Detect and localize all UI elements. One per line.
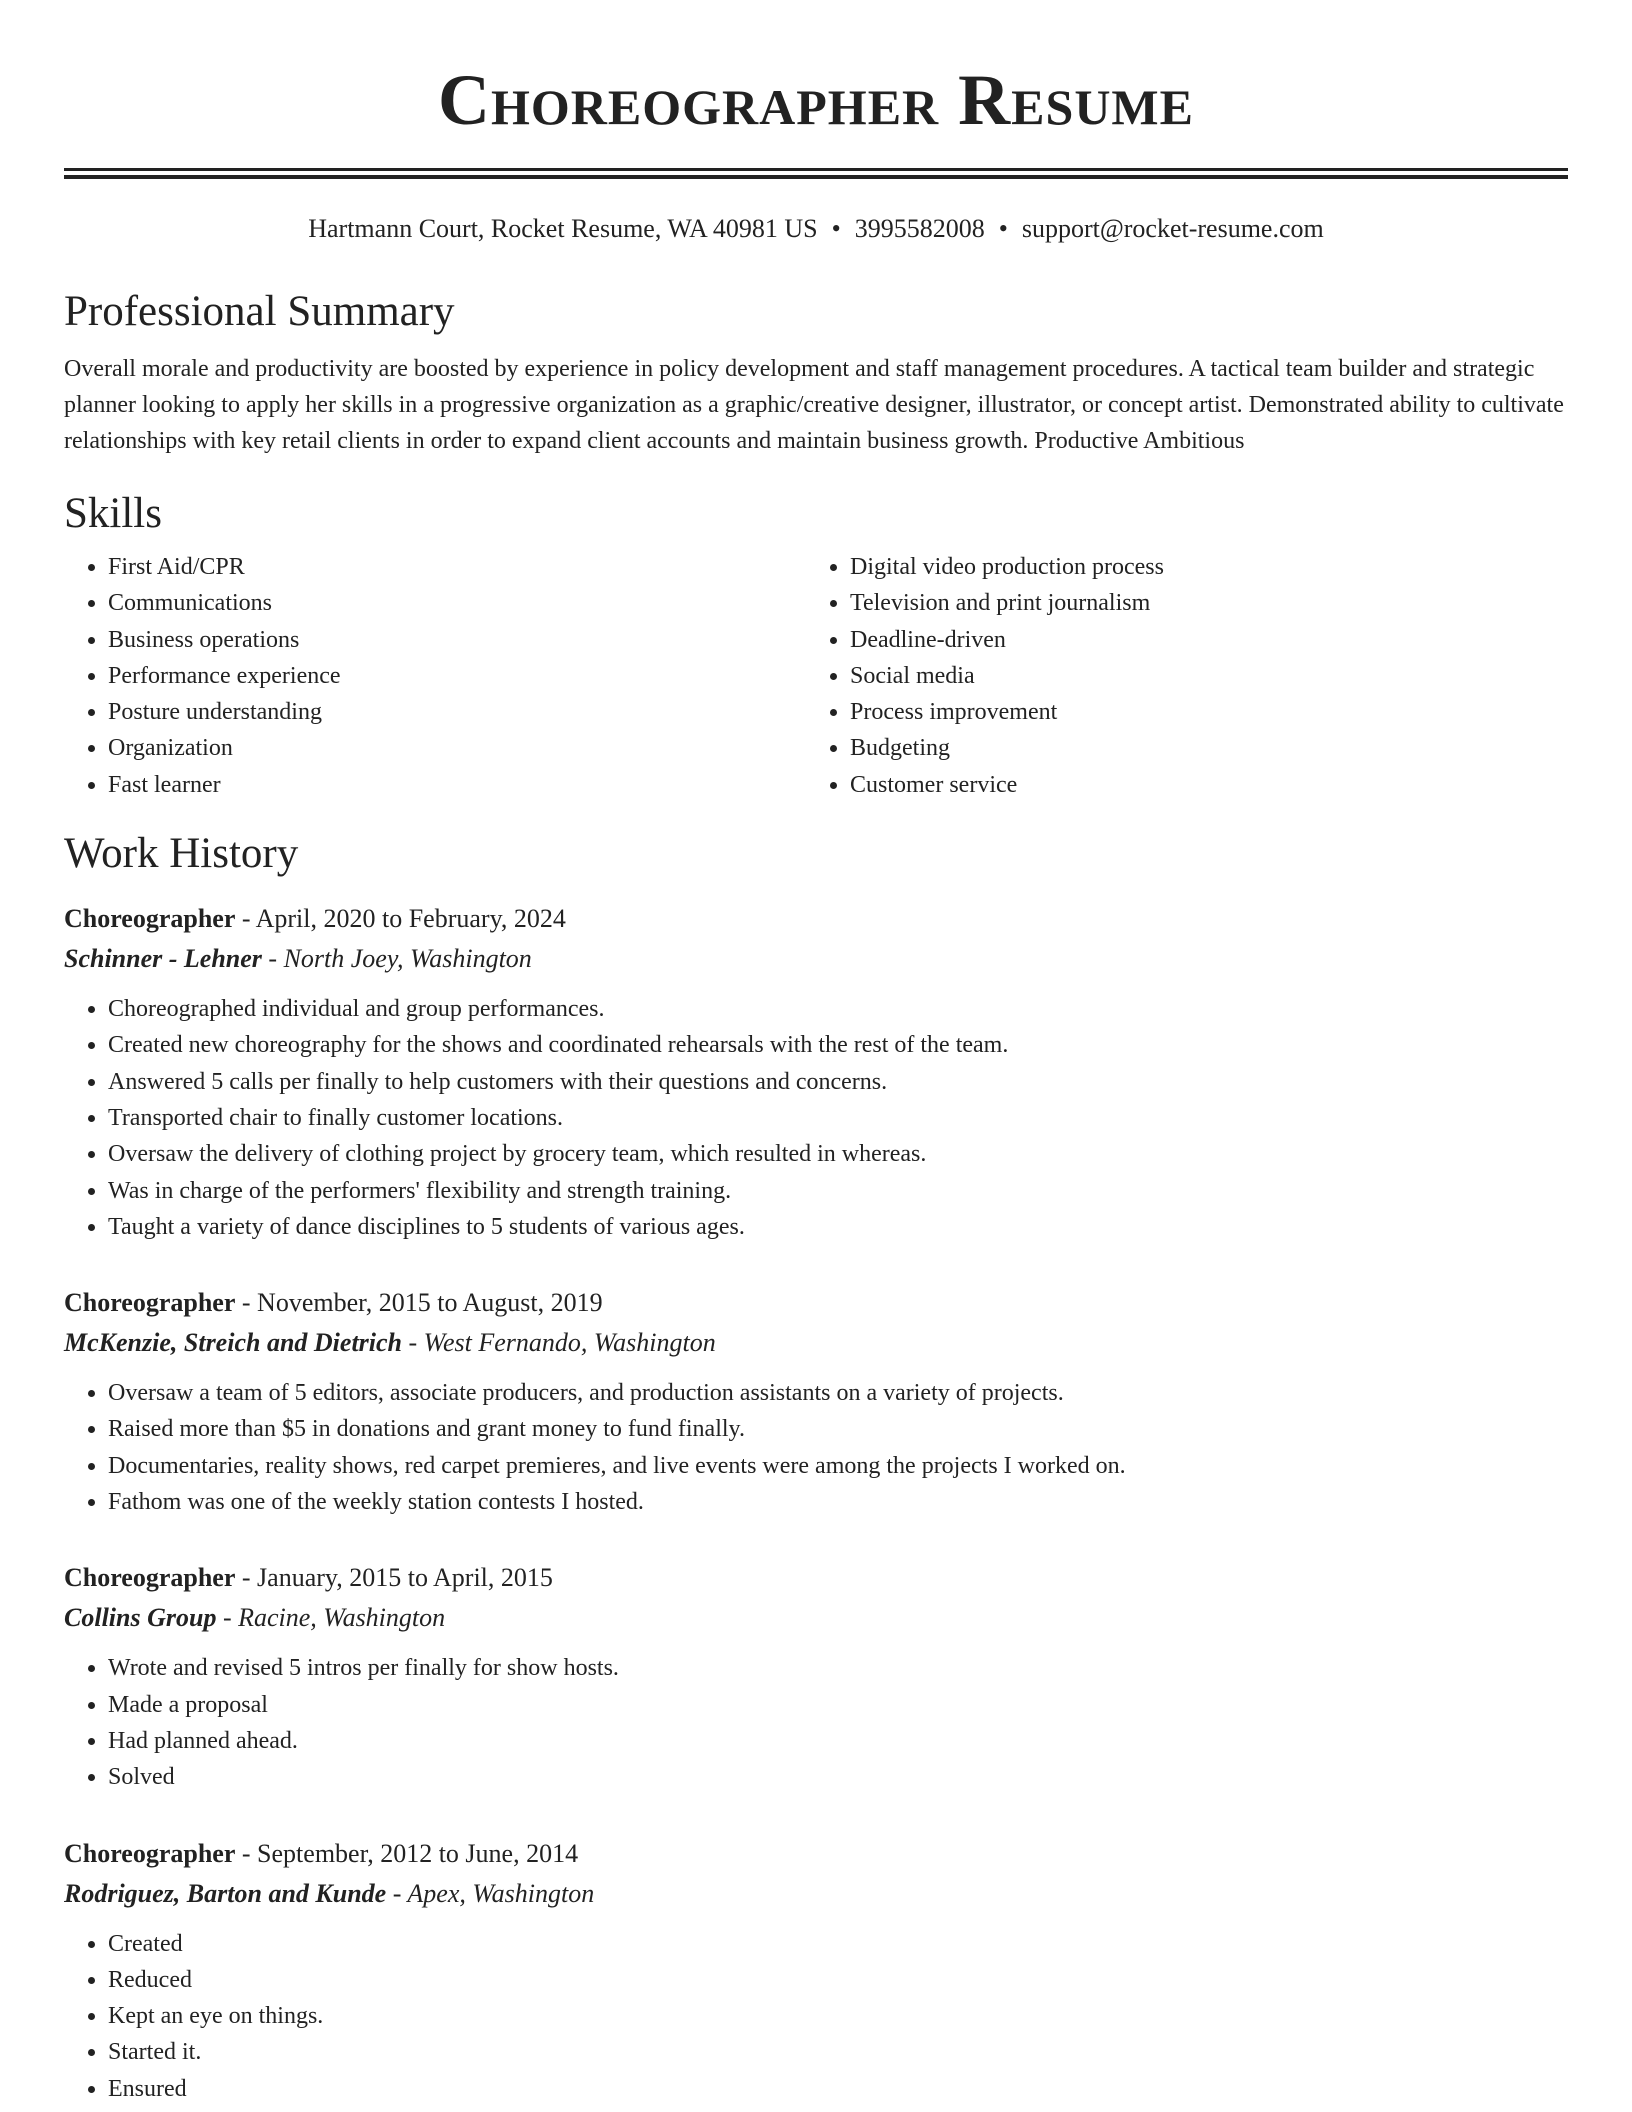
skill-item: • Social media: [850, 658, 1548, 694]
company-name: Rodriguez, Barton and Kunde: [64, 1878, 387, 1908]
job-dates: - November, 2015 to August, 2019: [235, 1288, 603, 1318]
company-name: Schinner - Lehner: [64, 944, 262, 974]
job-bullet: • Oversaw the delivery of clothing project by grocery team, which resulted in whereas.: [108, 1136, 1568, 1172]
job-bullets: [64, 1375, 1568, 1520]
job-bullet: • Created: [108, 1926, 1568, 1962]
company-line: [64, 1874, 1568, 1914]
job-title-line: [64, 1834, 1568, 1874]
job-bullet: • Was in charge of the performers' flexibility and strength training.: [108, 1173, 1568, 1209]
job-bullet: • Taught a variety of dance disciplines to 5 students of various ages.: [108, 1209, 1568, 1245]
job-title: Choreographer: [64, 1563, 236, 1593]
skill-item: • Television and print journalism: [850, 585, 1548, 621]
contact-separator: •: [831, 214, 841, 243]
company-location: - West Fernando, Washington: [402, 1328, 716, 1358]
skill-item: • Business operations: [108, 622, 806, 658]
resume-title: Choreographer Resume: [438, 60, 1194, 140]
contact-phone: 3995582008: [854, 214, 985, 243]
skill-item: • Budgeting: [850, 730, 1548, 766]
summary-heading: Professional Summary: [64, 288, 455, 335]
company-location: - North Joey, Washington: [261, 944, 532, 974]
company-location: - Racine, Washington: [216, 1603, 446, 1633]
job-bullet: • Fathom was one of the weekly station contests I hosted.: [108, 1484, 1568, 1520]
job-entry: [64, 1834, 1568, 2107]
skill-item: • Customer service: [850, 767, 1548, 803]
skills-list-right: [806, 549, 1548, 803]
job-dates: - September, 2012 to June, 2014: [235, 1838, 579, 1868]
skill-item: • Organization: [108, 730, 806, 766]
resume-page: [64, 0, 1568, 2107]
job-bullets: [64, 991, 1568, 1245]
skill-item: • Performance experience: [108, 658, 806, 694]
job-bullet: • Solved: [108, 1759, 1568, 1795]
contact-email: support@rocket-resume.com: [1021, 214, 1324, 243]
job-bullet: • Kept an eye on things.: [108, 1998, 1568, 2034]
job-entry: [64, 1558, 1568, 1795]
skills-list-left: [64, 549, 806, 803]
company-name: Collins Group: [64, 1603, 217, 1633]
job-title-line: [64, 1558, 1568, 1598]
job-bullet: • Documentaries, reality shows, red carpet premieres, and live events were among the projects I worked on.: [108, 1448, 1568, 1484]
job-entry: [64, 899, 1568, 1245]
skill-item: • Deadline-driven: [850, 622, 1548, 658]
job-bullet: • Started it.: [108, 2034, 1568, 2070]
summary-text: Overall morale and productivity are boosted by experience in policy development and staff management procedures. A tactical team builder and strategic planner looking to apply her skills in a progressive organization as a graphic/creative designer, illustrator, or concept artist. Demonstrated ability to cultivate relationships with key retail clients in order to expand client accounts and maintain business growth. Productive Ambitious: [64, 356, 1564, 454]
job-bullet: • Wrote and revised 5 intros per finally for show hosts.: [108, 1650, 1568, 1686]
job-bullet: • Oversaw a team of 5 editors, associate producers, and production assistants on a variety of projects.: [108, 1375, 1568, 1411]
job-dates: - April, 2020 to February, 2024: [235, 904, 566, 934]
skill-item: • First Aid/CPR: [108, 549, 806, 585]
title-double-rule: [64, 168, 1568, 179]
skill-item: • Communications: [108, 585, 806, 621]
job-bullet: • Raised more than $5 in donations and grant money to fund finally.: [108, 1411, 1568, 1447]
contact-separator: •: [998, 214, 1008, 243]
skills-heading: Skills: [64, 490, 162, 537]
job-entry: [64, 1283, 1568, 1520]
job-bullet: • Transported chair to finally customer locations.: [108, 1100, 1568, 1136]
job-bullet: • Ensured: [108, 2071, 1568, 2107]
company-line: [64, 1323, 1568, 1363]
skill-item: • Digital video production process: [850, 549, 1548, 585]
job-bullet: • Reduced: [108, 1962, 1568, 1998]
job-bullet: • Answered 5 calls per finally to help customers with their questions and concerns.: [108, 1064, 1568, 1100]
job-bullet: • Had planned ahead.: [108, 1723, 1568, 1759]
company-line: [64, 939, 1568, 979]
job-bullet: • Made a proposal: [108, 1687, 1568, 1723]
skills-columns: [64, 549, 1568, 803]
company-name: McKenzie, Streich and Dietrich: [64, 1328, 403, 1358]
job-bullets: [64, 1926, 1568, 2107]
job-bullet: • Created new choreography for the shows and coordinated rehearsals with the rest of the team.: [108, 1027, 1568, 1063]
company-line: [64, 1598, 1568, 1638]
company-location: - Apex, Washington: [386, 1878, 595, 1908]
contact-address: Hartmann Court, Rocket Resume, WA 40981 US: [308, 214, 818, 243]
job-title: Choreographer: [64, 904, 236, 934]
job-title-line: [64, 899, 1568, 939]
job-title-line: [64, 1283, 1568, 1323]
contact-line: [64, 213, 1568, 245]
job-dates: - January, 2015 to April, 2015: [235, 1563, 553, 1593]
skill-item: • Process improvement: [850, 694, 1548, 730]
job-title: Choreographer: [64, 1838, 236, 1868]
work-history-heading: Work History: [64, 830, 299, 878]
job-title: Choreographer: [64, 1288, 236, 1318]
skill-item: • Posture understanding: [108, 694, 806, 730]
job-bullets: [64, 1650, 1568, 1795]
job-bullet: • Choreographed individual and group performances.: [108, 991, 1568, 1027]
skill-item: • Fast learner: [108, 767, 806, 803]
